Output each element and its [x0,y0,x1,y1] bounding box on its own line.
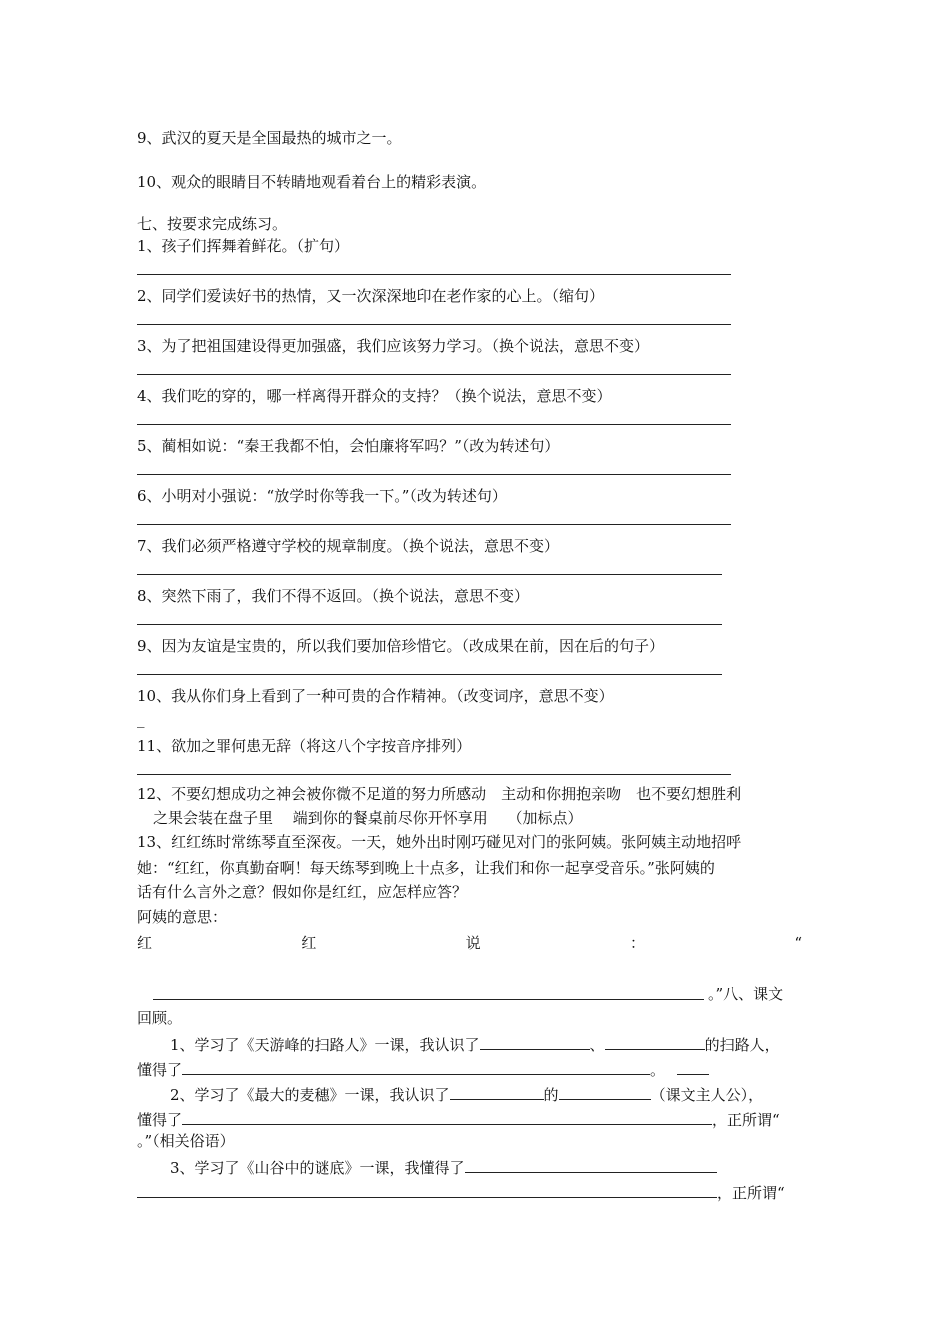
item-10: 10、观众的眼睛目不转睛地观看着台上的精彩表演。 [137,173,487,191]
question-13-line-1: 13、红红练时常练琴直至深夜。一天，她外出时刚巧碰见对门的张阿姨。张阿姨主动地招呼 [137,833,742,851]
review-2-blank-a[interactable] [450,1083,544,1100]
question-12-line-2: 之果会装在盘子里 端到你的餐桌前尽你开怀享用 （加标点） [153,809,583,827]
question-13-line-2: 她：“红红，你真勤奋啊！每天练琴到晚上十点多，让我们和你一起享受音乐。”张阿姨的 [137,859,715,877]
review-1-line-1: 1、学习了《天游峰的扫路人》一课，我认识了 、 的扫路人， [170,1033,780,1055]
honghong-char: 红 [137,934,153,952]
question-9: 9、因为友谊是宝贵的，所以我们要加倍珍惜它。（改成果在前，因在后的句子） [137,637,665,655]
review-1-blank-d[interactable] [677,1058,709,1075]
question-1: 1、孩子们挥舞着鲜花。（扩句） [137,237,350,255]
review-2-line-2: 懂得了 ，正所谓“ [137,1108,780,1130]
review-1-blank-c[interactable] [182,1058,650,1075]
question-7: 7、我们必须严格遵守学校的规章制度。（换个说法，意思不变） [137,537,560,555]
answer-line-6[interactable] [137,524,731,525]
answer-line-3[interactable] [137,374,731,375]
honghong-says-line [137,933,802,953]
honghong-char: “ [794,934,802,952]
section-8-heading-cont: 回顾。 [137,1009,183,1027]
review-2-blank-c[interactable] [182,1108,712,1125]
review-3-blank-b[interactable] [137,1181,717,1198]
review-1-blank-b[interactable] [605,1033,705,1050]
answer-line-2[interactable] [137,324,731,325]
honghong-answer-line[interactable] [153,999,704,1000]
question-8: 8、突然下雨了，我们不得不返回。（换个说法，意思不变） [137,587,530,605]
answer-line-11[interactable] [137,774,731,775]
question-3: 3、为了把祖国建设得更加强盛，我们应该努力学习。（换个说法，意思不变） [137,337,650,355]
review-2-line-3: 。”（相关俗语） [137,1132,235,1150]
auntie-meaning-label: 阿姨的意思： [137,908,228,926]
question-13-line-3: 话有什么言外之意？假如你是红红，应怎样应答？ [137,883,468,901]
question-5: 5、蔺相如说：“秦王我都不怕，会怕廉将军吗？”（改为转述句） [137,437,560,455]
question-11: 11、欲加之罪何患无辞（将这八个字按音序排列） [137,737,472,755]
review-3-blank-a[interactable] [465,1156,717,1173]
review-1-line-2: 懂得了 。 [137,1058,709,1080]
answer-line-4[interactable] [137,424,731,425]
answer-line-7[interactable] [137,574,722,575]
question-12-line-1: 12、不要幻想成功之神会被你微不足道的努力所感动 主动和你拥抱亲吻 也不要幻想胜利 [137,785,742,803]
question-10: 10、我从你们身上看到了一种可贵的合作精神。（改变词序，意思不变） [137,687,614,705]
item-9: 9、武汉的夏天是全国最热的城市之一。 [137,129,402,147]
honghong-char: ： [629,934,645,952]
answer-line-1[interactable] [137,274,731,275]
honghong-char: 红 [301,934,317,952]
review-3-line-1: 3、学习了《山谷中的谜底》一课，我懂得了 [170,1156,717,1178]
answer-line-9[interactable] [137,674,722,675]
answer-line-8[interactable] [137,624,722,625]
review-2-line-1: 2、学习了《最大的麦穗》一课，我认识了 的 （课文主人公）， [170,1083,763,1105]
question-6: 6、小明对小强说：“放学时你等我一下。”（改为转述句） [137,487,507,505]
honghong-char: 说 [465,934,481,952]
section-7-heading: 七、按要求完成练习。 [137,215,288,233]
question-4: 4、我们吃的穿的，哪一样离得开群众的支持？（换个说法，意思不变） [137,387,612,405]
review-2-blank-b[interactable] [559,1083,651,1100]
answer-end-and-section-8-heading: 。”八、课文 [708,985,784,1003]
review-1-blank-a[interactable] [480,1033,590,1050]
answer-line-5[interactable] [137,474,731,475]
question-2: 2、同学们爱读好书的热情，又一次深深地印在老作家的心上。（缩句） [137,287,605,305]
review-3-line-2: ，正所谓“ [137,1181,785,1203]
question-10-answer-mark[interactable]: _ [137,710,145,728]
